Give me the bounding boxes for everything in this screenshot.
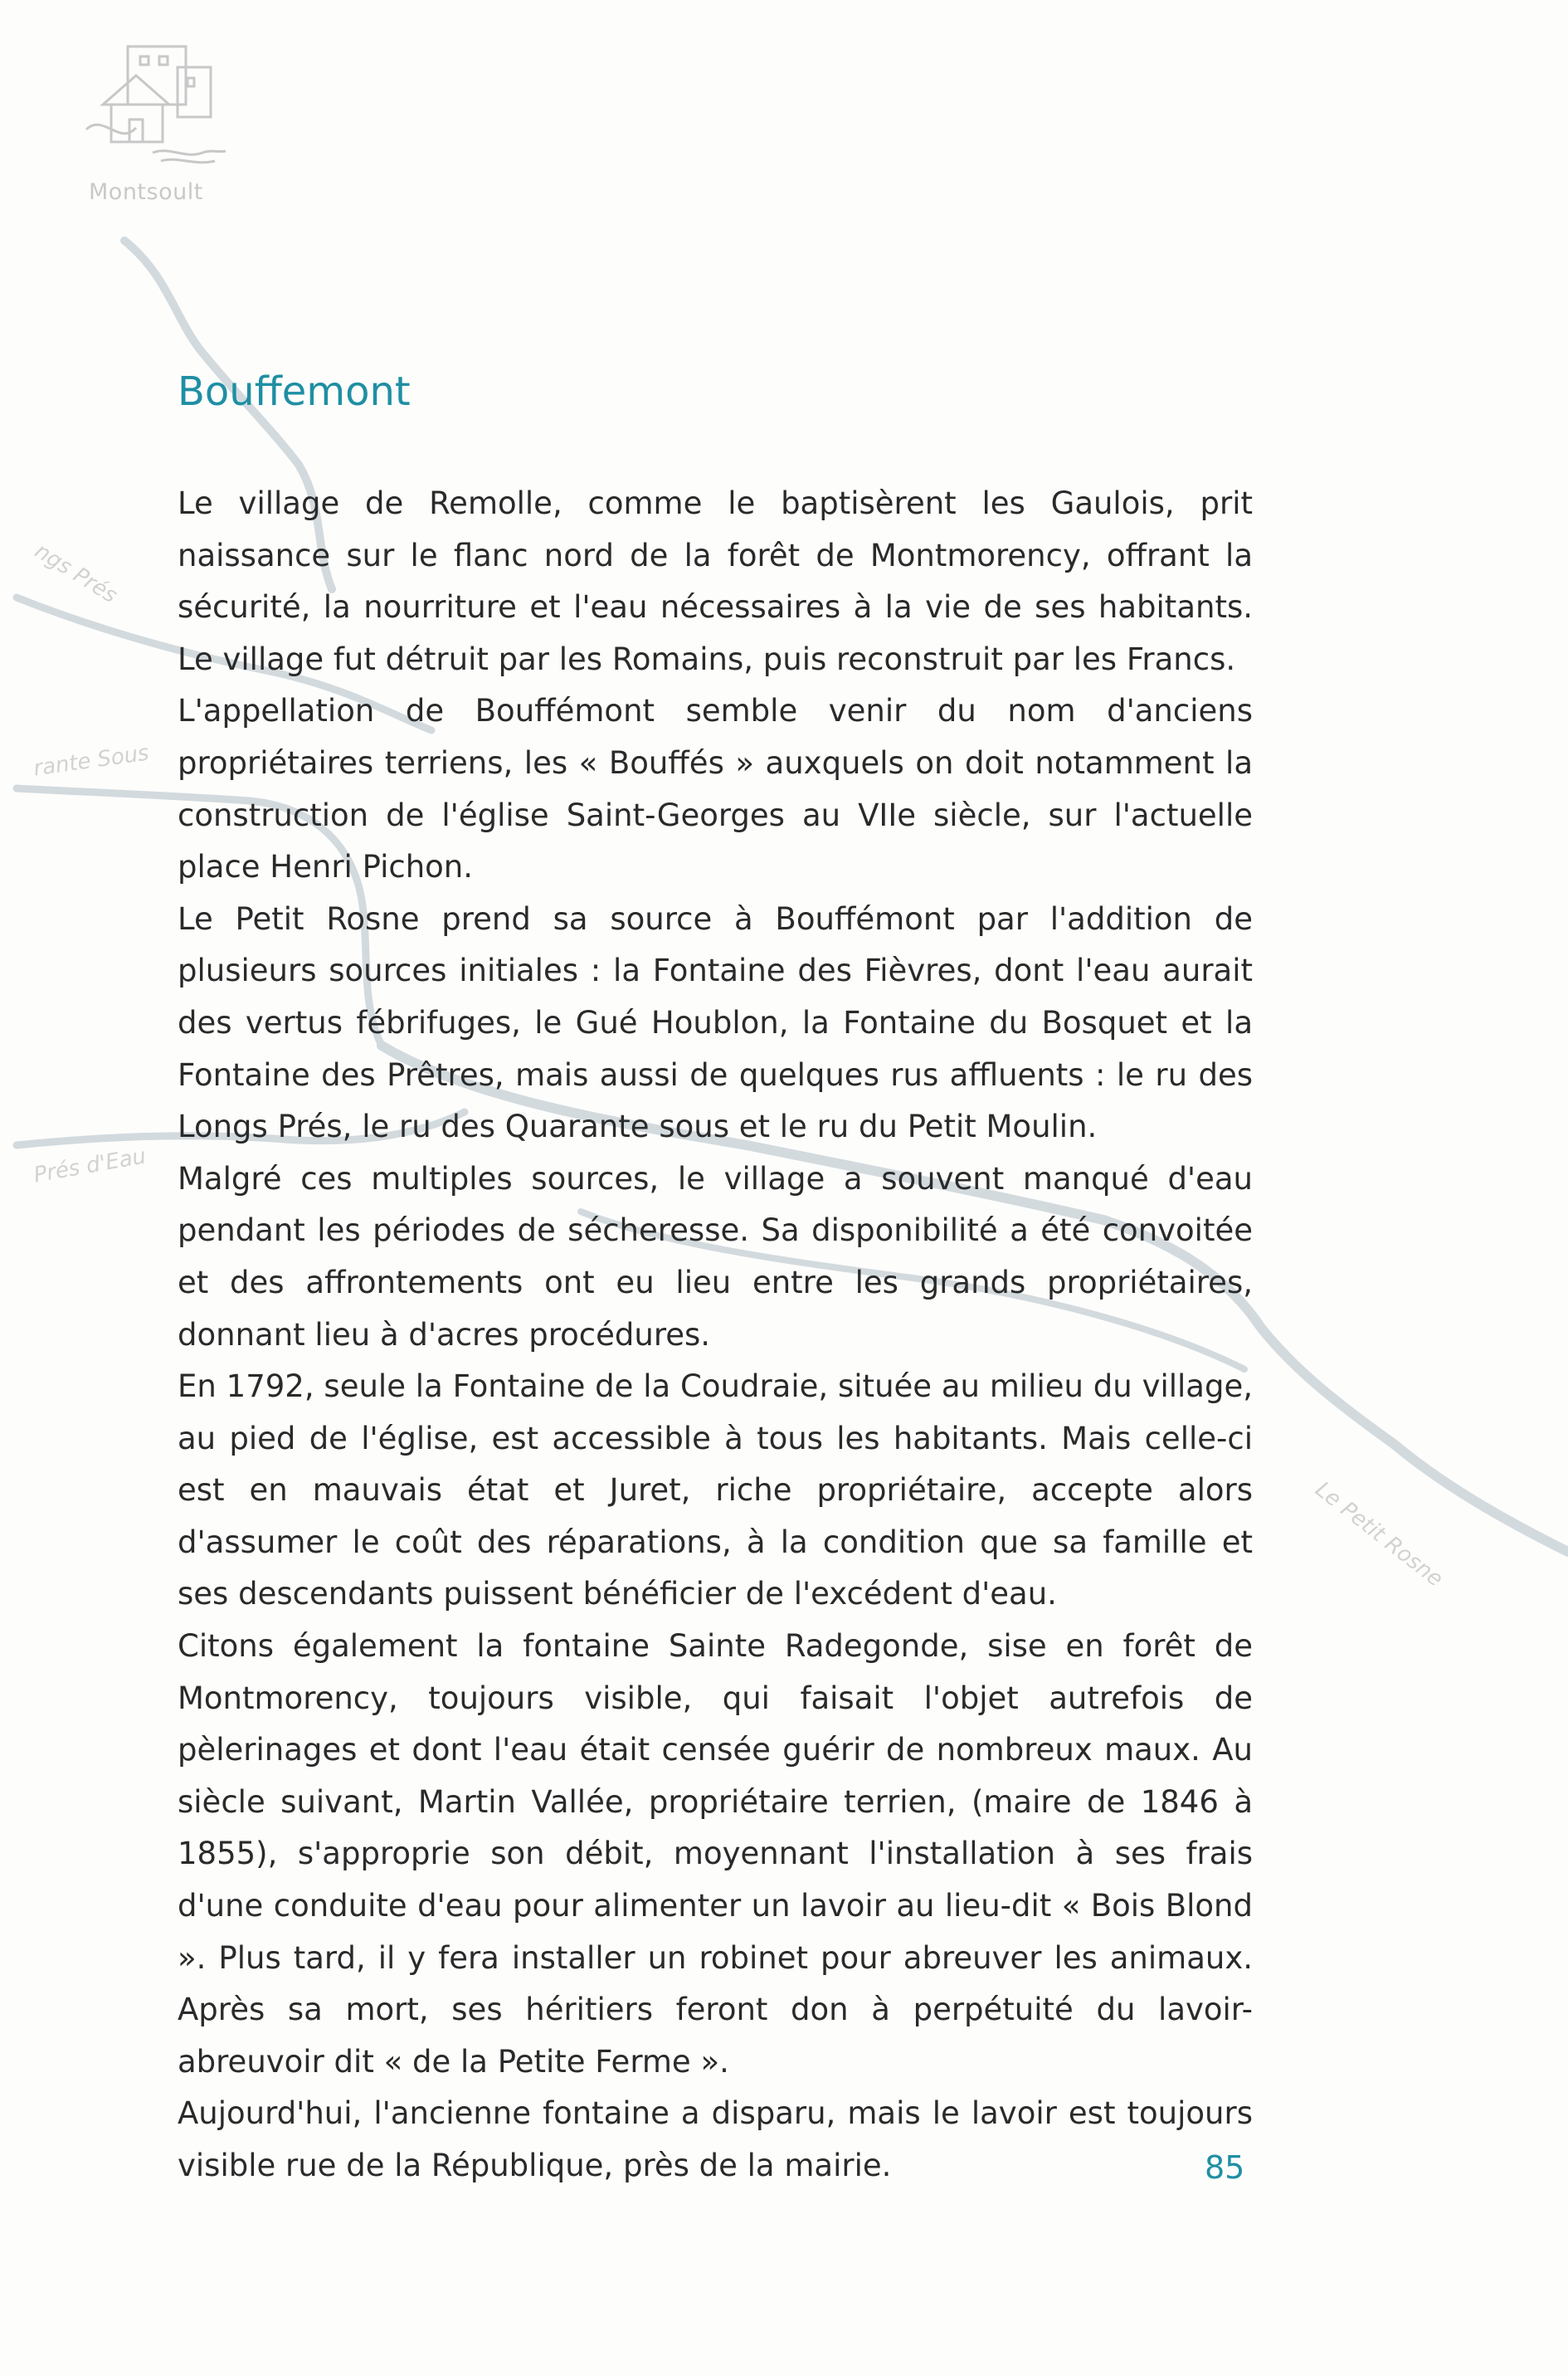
map-label: rante Sous [32,740,151,782]
page-number: 85 [1205,2149,1245,2186]
paragraph: Le village de Remolle, comme le baptisèrent les Gaulois, prit naissance sur le flanc nord de la forêt de Montmorency, offrant la sécurité, la nourriture et l'eau nécessaires à la vie de ses habitants. Le village fut détruit par les Romains, puis reconstruit par les Francs. [178,485,1253,677]
article-body [178,478,1253,2192]
village-name: Montsoult [89,179,203,205]
paragraph: Aujourd'hui, l'ancienne fontaine a disparu, mais le lavoir est toujours visible rue de la République, près de la mairie. [178,2095,1253,2183]
paragraph: Le Petit Rosne prend sa source à Bouffémont par l'addition de plusieurs sources initiales : la Fontaine des Fièvres, dont l'eau aurait des vertus fébrifuges, le Gué Houblon, la Fontaine du Bosquet et la Fontaine des Prêtres, mais aussi de quelques rus affluents : le ru des Longs Prés, le ru des Quarante sous et le ru du Petit Moulin. [178,900,1253,1145]
paragraph: Malgré ces multiples sources, le village a souvent manqué d'eau pendant les périodes de sécheresse. Sa disponibilité a été convoitée et des affrontements ont eu lieu entre les grands propriétaires, donnant lieu à d'acres procédures. [178,1160,1253,1353]
map-label: ngs Prés [30,538,122,609]
map-label: Le Petit Rosne [1310,1477,1448,1592]
paragraph: Citons également la fontaine Sainte Radegonde, sise en forêt de Montmorency, toujours visible, qui faisait l'objet autrefois de pèlerinages et dont l'eau était censée guérir de nombreux maux. Au siècle suivant, Martin Vallée, propriétaire terrien, (maire de 1846 à 1855), s'approprie son débit, moyennant l'installation à ses frais d'une conduite d'eau pour alimenter un lavoir au lieu-dit « Bois Blond ». Plus tard, il y fera installer un robinet pour abreuver les animaux. Après sa mort, ses héritiers feront don à perpétuité du lavoir-abreuvoir dit « de la Petite Ferme ». [178,1628,1253,2080]
paragraph: L'appellation de Bouffémont semble venir du nom d'anciens propriétaires terriens, les « Bouffés » auxquels on doit notamment la construction de l'église Saint-Georges au VIIe siècle, sur l'actuelle place Henri Pichon. [178,693,1253,885]
village-houses-icon [70,30,227,171]
map-label: Prés d'Eau [32,1144,149,1188]
paragraph: En 1792, seule la Fontaine de la Coudraie, située au milieu du village, au pied de l'église, est accessible à tous les habitants. Mais celle-ci est en mauvais état et Juret, riche propriétaire, accepte alors d'assumer le coût des réparations, à la condition que sa famille et ses descendants puissent bénéficier de l'excédent d'eau. [178,1368,1253,1612]
page-title: Bouffemont [178,368,411,415]
